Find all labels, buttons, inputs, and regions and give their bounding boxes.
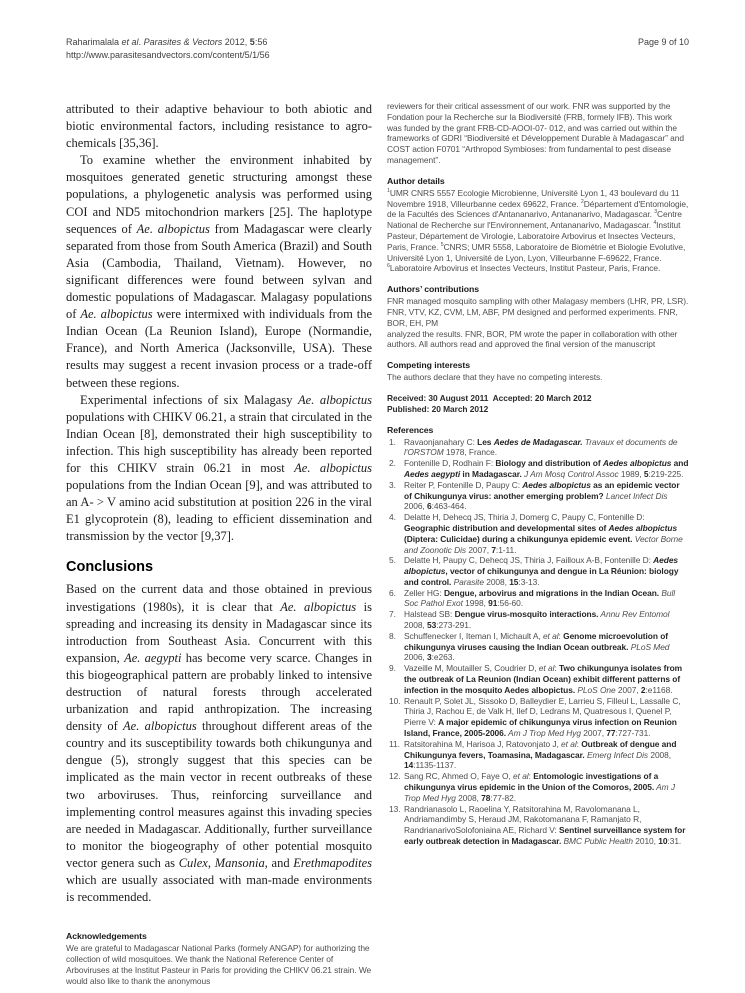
reference-item [387,771,689,803]
reference-item [387,696,689,739]
reference-number: 6. [389,587,396,598]
published-line: Published: 20 March 2012 [387,403,489,414]
authors-contributions-section [387,284,689,350]
citation-line: Raharimalala et al. Parasites & Vectors 2012, 5:56 [66,37,268,47]
article-body [66,101,689,987]
reference-number: 13. [389,803,401,814]
acknowledgements-text: We are grateful to Madagascar National Parks (formely ANGAP) for authorizing the collection of wild mosquitoes. We thank the National Reference Center of Arboviruses at the Institut Pasteur in Paris for providing the CHIKV 06.21 strain. We would also like to thank the anonymous [66,943,372,987]
body-paragraph: attributed to their adaptive behaviour to both abiotic and biotic environmental factors, including resistance to agro-chemicals [35,36]. [66,102,372,151]
reference-item [387,588,689,610]
reference-number: 3. [389,479,396,490]
competing-interests-heading: Competing interests [387,360,471,371]
page-number-label: Page 9 of 10 [637,37,689,47]
reference-number: 11. [389,738,400,749]
author-details-heading: Author details [387,175,445,186]
references-list [387,437,689,847]
reference-number: 4. [389,512,396,523]
reference-text: Renault P, Solet JL, Sissoko D, Balleydier E, Larrieu S, Filleul L, Lassalle C, Thiria J, Rachou E, de Valk H, Ilef D, Ledrans M, Quatresous I, Quenel P, Pierre V: A major epidemic of chikungunya virus infection on Reunion Island, France, 2005-2006. Am J Trop Med Hyg 2007, 77:727-731. [404,695,681,739]
conclusions-paragraph: Based on the current data and those obtained in previous investigations (1980s), it is clear that Ae. albopictus is spreading and increasing its density in Madagascar since its introduction from Southeast Asia. Concurrent with this expansion, Ae. aegypti has become very scarce. Changes in this biogeographical pattern are probably linked to intensive destruction of natural forests through accelerated urbanization and rapid anthropization. The increasing density of Ae. albopictus throughout different areas of the country and its susceptibility towards both chikungunya and dengue (5), strongly suggest that this species can be implicated as the main vector in recent outbreaks of these two arboviruses. Thus, reinforcing surveillance and implementing control measures against this invading species are needed in Madagascar. Additionally, further surveillance to monitor the biogeography of other potential mosquito vector genera such as Culex, Mansonia, and Erethmapodites which are usually associated with man-made environments is recommended. [66,582,373,905]
reference-item [387,663,689,695]
page-header [66,36,689,62]
left-column [66,101,372,987]
reference-text: Schuffenecker I, Iteman I, Michault A, et al: Genome microevolution of chikungunya viruses causing the Indian Ocean outbreak. PLoS Med 2006, 3:e263. [404,630,670,663]
authors-contributions-heading: Authors’ contributions [387,284,480,295]
reference-text: Delatte H, Dehecq JS, Thiria J, Domerg C, Paupy C, Fontenille D: Geographic distribution and developmental sites of Aedes albopictus (Diptera: Culicidae) during a chikungunya epidemic event. Vector Borne and Zoonotic Dis 2007, 7:1-11. [404,512,683,555]
reference-text: Halstead SB: Dengue virus-mosquito interactions. Annu Rev Entomol 2008, 53:273-291. [404,609,670,631]
author-details-text: $^1$UMR CNRS 5557 Ecologie Microbienne, Université Lyon 1, 43 boulevard du 11 Novembre 1918, Villeurbanne cedex 69622, France. $^2$Département d'Entomologie, de la Facultés des Sciences d'Antananarivo, Antananarivo, Madagascar. $^3$Centre National de Recherche sur l'Environnement, Antananarivo, Madagascar. $^4$Institut Pasteur, Département de Virologie, Laboratoire Arbovirus et Insectes Vecteurs, Paris, France. $^5$CNRS; UMR 5558, Laboratoire de Biométrie et Biologie Evolutive, Université Lyon 1, Université de Lyon, Lyon, Villeurbanne F-69622, France. $^6$Laboratoire Arbovirus et Insectes Vecteurs, Institut Pasteur, Paris, France. [387,187,689,274]
authors-contributions-text: FNR managed mosquito sampling with other Malagasy members (LHR, PR, LSR). FNR, VTV, KZ, CVM, LM, ABF, PM designed and performed experiments. FNR, BOR, EH, PM [387,296,689,328]
references-heading: References [387,424,434,435]
reference-text: Fontenille D, Rodhain F: Biology and distribution of Aedes albopictus and Aedes aegypti in Madagascar. J Am Mosq Control Assoc 1989, 5:219-225. [404,458,689,479]
author-details-section [387,176,689,274]
body-paragraph: Experimental infections of six Malagasy Ae. albopictus populations with CHIKV 06.21, a strain that circulated in the Indian Ocean [8], demonstrated their high susceptibility to infection. This high susceptibility has already been reported for this CHIKV strain 06.21 in most Ae. albopictus populations from the Indian Ocean [9], and was attributed to an A- > V amino acid substitution at position 226 in the viral E1 glycoprotein (8), leading to efficient dissemination and transmission by the vector [9,37]. [66,392,373,544]
reference-item [387,458,689,480]
reference-number: 7. [389,609,396,620]
reference-item [387,631,689,663]
reference-text: Vazeille M, Moutailler S, Coudrier D, et al: Two chikungunya isolates from the outbreak of La Reunion (Indian Ocean) exhibit different patterns of infection in the mosquito Aedes albopictus. PLoS One 2007, 2:e1168. [404,663,683,695]
reference-text: Delatte H, Paupy C, Dehecq JS, Thiria J, Failloux A-B, Fontenille D: Aedes albopictus, vector of chikungunya and dengue in La Réunion: biology and control. Parasite 2008, 15:3-13. [404,555,679,587]
reference-item [387,437,689,459]
authors-contributions-text: analyzed the results. FNR, BOR, PM wrote the paper in collaboration with other authors. All authors read and approved the final version of the manuscript [387,328,678,350]
reference-number: 9. [389,663,396,674]
reference-number: 1. [389,436,396,447]
reference-text: Sang RC, Ahmed O, Faye O, et al: Entomologic investigations of a chikungunya virus epidemic in the Union of the Comoros, 2005. Am J Trop Med Hyg 2008, 78:77-82. [404,771,675,803]
right-column [387,101,689,987]
reference-number: 12. [389,771,401,782]
reference-number: 5. [389,555,396,566]
reference-text: Ratsitorahina M, Harisoa J, Ratovonjato J, et al: Outbreak of dengue and Chikungunya fevers, Toamasina, Madagascar. Emerg Infect Dis 2008, 14:1135-1137. [404,738,677,771]
competing-interests-text: The authors declare that they have no competing interests. [387,372,603,383]
reference-number: 10. [389,695,401,706]
acknowledgements-continued-text: reviewers for their critical assessment of our work. FNR was supported by the Fondation pour la Recherche sur la Biodiversité (FRB, formely IFB). This work was funded by the grant FRB-CD-AOOI-07- 012, and was carried out within the frameworks of GDRI “Biodiversité et Développement Durable à Madagascar” and COST action F0701 “Arthropod Symbioses: from fundamental to pest disease management”. [387,101,684,165]
received-accepted-line: Received: 30 August 2011 Accepted: 20 March 2012 [387,392,592,403]
body-paragraph: To examine whether the environment inhabited by mosquitoes generated genetic structuring amongst these populations, a phylogenetic analysis was performed using COI and ND5 mitochondrion markers [25]. The haplotype sequences of Ae. albopictus from Madagascar were clearly separated from those from South America (Brazil) and South Asia (Cambodia, Thailand, Vietnam). However, no significant differences were found between sylvan and domestic populations of Madagascar. Malagasy populations of Ae. albopictus were intermixed with individuals from the Indian Ocean (La Reunion Island), Europe (Normandie, France), and North America (Jacksonville, USA). These results may suggest a recent invasion process or a trade-off between these regions. [66,153,372,390]
article-dates [387,393,689,415]
reference-text: Zeller HG: Dengue, arbovirus and migrations in the Indian Ocean. Bull Soc Pathol Exot 1998, 91:56-60. [404,587,676,609]
reference-item [387,804,689,847]
reference-text: Ravaonjanahary C: Les Aedes de Madagascar. Travaux et documents de l'ORSTOM 1978, France. [404,436,678,458]
reference-item [387,555,689,587]
acknowledgements-heading: Acknowledgements [66,931,147,942]
references-section [387,425,689,847]
reference-number: 8. [389,630,396,641]
acknowledgements-section [66,931,372,987]
reference-item [387,609,689,631]
running-head [66,36,270,62]
competing-interests-section [387,360,689,383]
conclusions-heading: Conclusions [66,559,154,576]
reference-number: 2. [389,458,396,469]
reference-item [387,739,689,771]
reference-text: Randrianasolo L, Raoelina Y, Ratsitorahina M, Ravolomanana L, Andriamandimby S, Heraud JM, Rakotomanana F, Ramanjato R, RandrianarivoSolofoniaina AE, Richard V: Sentinel surveillance system for early outbreak detection in Madagascar. BMC Public Health 2010, 10:31. [404,803,686,847]
reference-item [387,480,689,512]
reference-text: Reiter P, Fontenille D, Paupy C: Aedes albopictus as an epidemic vector of Chikungunya virus: another emerging problem? Lancet Infect Dis 2006, 6:463-464. [404,479,680,512]
reference-item [387,512,689,555]
article-url-link[interactable]: http://www.parasitesandvectors.com/content/5/1/56 [66,50,270,60]
